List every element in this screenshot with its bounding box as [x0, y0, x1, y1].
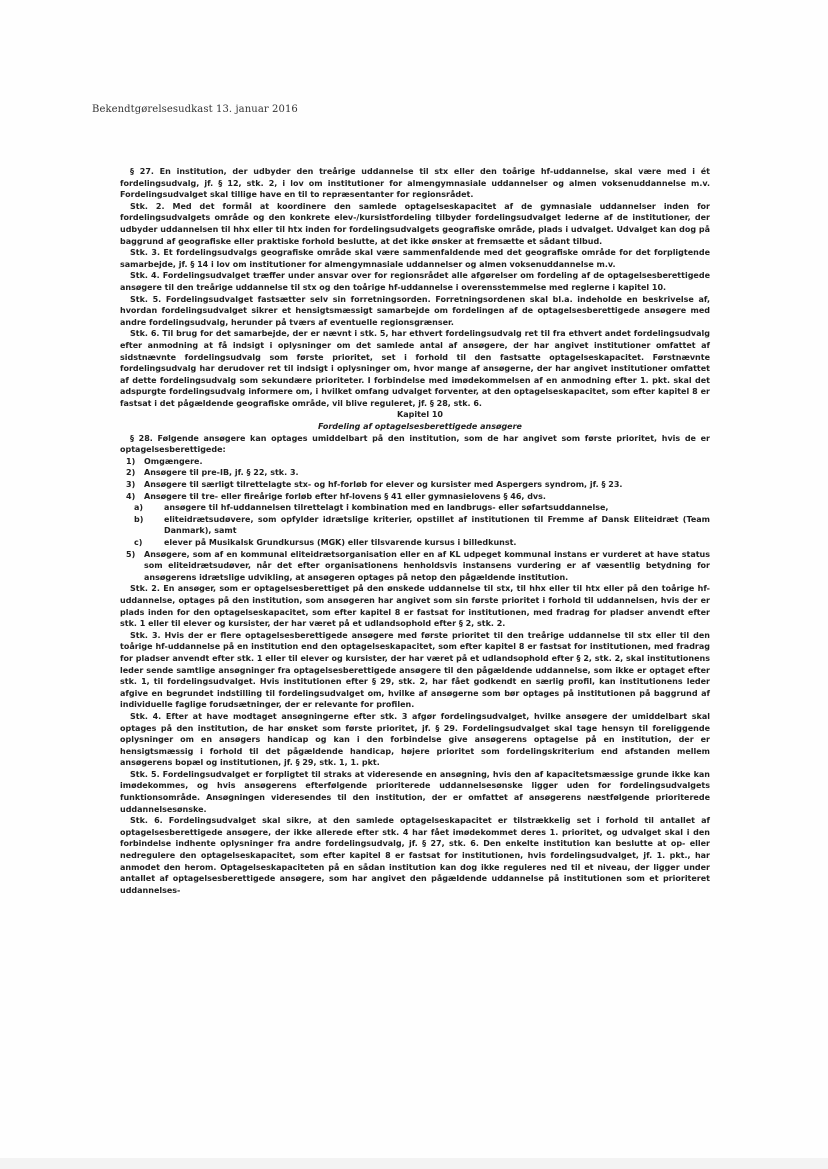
list-item-text: Ansøgere til tre- eller fireårige forløb efter hf-lovens § 41 eller gymnasielovens § 46, dvs. [144, 491, 546, 501]
section-27-stk-2: Stk. 2. Med det formål at koordinere den samlede optagelseskapacitet af de gymnasiale uddannelser inden for fordelingsudvalgets område og den konkrete elev-/kursistfordeling tilbyder fordelingsudvalget lederne af de institutioner, der udbyder uddannelsen til hhx eller til htx inden for fordelingsudvalgets geografiske område, plads i udvalget. Udvalget kan dog på baggrund af geografiske eller praktiske forhold beslutte, at det ikke ønsker at fremsætte et sådant tilbud. [120, 201, 710, 246]
list-item [120, 549, 710, 584]
sublist-item [120, 514, 710, 537]
section-27-stk-5: Stk. 5. Fordelingsudvalget fastsætter selv sin forretningsorden. Forretningsordenen skal bl.a. indeholde en beskrivelse af, hvordan fordelingsudvalget sikrer et hensigtsmæssigt samarbejde om fordelingen af de optagelsesberettigede ansøgere med andre fordelingsudvalg, herunder på tværs af eventuelle regionsgrænser. [120, 294, 710, 327]
section-27-paragraph: § 27. En institution, der udbyder den treårige uddannelse til stx eller den toårige hf-uddannelse, skal være med i ét fordelingsudvalg, jf. § 12, stk. 2, i lov om institutioner for almengymnasiale uddannelser og almen voksenuddannelse m.v. Fordelingsudvalget skal tillige have en til to repræsentanter for regionsrådet. [120, 167, 710, 200]
list-item [120, 491, 710, 503]
page-bottom-edge [0, 1158, 828, 1169]
list-item-number: 4) [126, 491, 136, 501]
list-item-number: 1) [126, 456, 136, 466]
list-item [120, 467, 710, 479]
list-item [120, 479, 710, 491]
list-item-number: 2) [126, 468, 136, 478]
section-28-stk-3: Stk. 3. Hvis der er flere optagelsesberettigede ansøgere med første prioritet til den treårige uddannelse til stx eller til den toårige hf-uddannelse på en institution end den optagelseskapacitet, som efter kapitel 8 er fastsat for institutionen, med fradrag for pladser anvendt efter stk. 1 eller til elever og kursister, der har været på et udlandsophold efter § 2, stk. 2, skal institutionens leder sende samtlige ansøgninger fra optagelsesberettigede ansøgere til den pågældende uddannelse, som ikke er optaget efter stk. 1, til fordelingsudvalget. Hvis institutionen efter § 29, stk. 2, har fået godkendt en særlig profil, kan institutionens leder afgive en begrundet indstilling til fordelingsudvalget om, hvilke af ansøgerne som bør optages på institutionen på baggrund af individuelle faglige forudsætninger, der er relevante for profilen. [120, 630, 710, 710]
section-27-stk-4: Stk. 4. Fordelingsudvalget træffer under ansvar over for regionsrådet alle afgørelser om fordeling af de optagelsesberettigede ansøgere til den treårige uddannelse til stx og den toårige hf-uddannelse i overensstemmelse med reglerne i kapitel 10. [120, 271, 710, 292]
sublist-item-letter: c) [134, 538, 143, 547]
sublist-item-letter: a) [134, 503, 144, 513]
list-item-number: 5) [126, 549, 136, 559]
sublist-item-text: eliteidrætsudøvere, som opfylder idrætslige kriterier, opstillet af institutionen til Fremme af Dansk Eliteidræt (Team Danmark), samt [164, 514, 710, 536]
sublist-item-text: ansøgere til hf-uddannelsen tilrettelagt i kombination med en landbrugs- eller søfartsuddannelse, [164, 503, 609, 513]
section-27-stk-3: Stk. 3. Et fordelingsudvalgs geografiske område skal være sammenfaldende med det geografiske område for det forpligtende samarbejde, jf. § 14 i lov om institutioner for almengymnasiale uddannelser og almen voksenuddannelse m.v. [120, 248, 710, 269]
chapter-label: Kapitel 10 [397, 410, 443, 420]
document-body [120, 166, 710, 896]
sublist-item-letter: b) [134, 514, 144, 524]
list-item [120, 456, 710, 468]
list-item-number: 3) [126, 480, 136, 490]
list-item-text: Omgængere. [144, 456, 203, 466]
section-28-stk-4: Stk. 4. Efter at have modtaget ansøgningerne efter stk. 3 afgør fordelingsudvalget, hvilke ansøgere der umiddelbart skal optages på den institution, de har ønsket som første prioritet, jf. § 29. Fordelingsudvalget skal tage hensyn til foreliggende oplysninger om en ansøgers handicap og kan i den forbindelse give ansøgerens optagelse på en institution, der er hensigtsmæssig i forhold til det pågældende handicap, højere prioritet som fordelingskriterium end afstanden mellem ansøgerens bopæl og institutionen, jf. § 29, stk. 1, 1. pkt. [120, 711, 710, 768]
list-item-text: Ansøgere til særligt tilrettelagte stx- og hf-forløb for elever og kursister med Aspergers syndrom, jf. § 23. [144, 480, 623, 490]
sublist-item [120, 502, 710, 514]
section-28-list [120, 456, 710, 502]
list-item-text: Ansøgere til pre-IB, jf. § 22, stk. 3. [144, 468, 299, 478]
chapter-title: Fordeling af optagelsesberettigede ansøgere [318, 422, 522, 432]
section-28-stk-6: Stk. 6. Fordelingsudvalget skal sikre, at den samlede optagelseskapacitet er tilstrækkelig set i forhold til antallet af optagelsesberettigede ansøgere, der ikke allerede efter stk. 4 har fået imødekommet deres 1. prioritet, og udvalget skal i den forbindelse indhente oplysninger fra andre fordelingsudvalg, jf. § 27, stk. 6. Den enkelte institution kan beslutte at op- eller nedregulere den optagelseskapacitet, som efter kapitel 8 er fastsat for institutionen, hvis fordelingsudvalget, jf. 1. pkt., har anmodet den herom. Optagelseskapaciteten på en sådan institution kan dog ikke reguleres ned til et niveau, der ligger under antallet af optagelsesberettigede ansøgere, som har angivet den pågældende uddannelse på institutionen som et prioriteret uddannelses- [120, 816, 710, 895]
section-28-stk-2: Stk. 2. En ansøger, som er optagelsesberettiget på den ønskede uddannelse til stx, til hhx eller til htx eller på den toårige hf-uddannelse, optages på den institution, som ansøgeren har angivet som sin første prioritet i forhold til uddannelsen, hvis der er plads inden for den optagelseskapacitet, som efter kapitel 8 er fastsat for institutionen, med fradrag for pladser anvendt efter stk. 1 eller til elever og kursister, der har været på et udlandsophold efter § 2, stk. 2. [120, 584, 710, 629]
document-header: Bekendtgørelsesudkast 13. januar 2016 [92, 104, 298, 115]
section-28-intro: § 28. Følgende ansøgere kan optages umiddelbart på den institution, som de har angivet som første prioritet, hvis de er optagelsesberettigede: [120, 433, 710, 455]
list-item-text: Ansøgere, som af en kommunal eliteidrætsorganisation eller en af KL udpeget kommunal instans er vurderet at have status som eliteidrætsudøver, når det efter organisationens henholdsvis instansens vurdering er af væsentlig betydning for ansøgerens idrætslige udvikling, at ansøgeren optages på netop den pågældende institution. [144, 549, 710, 582]
section-27-stk-6: Stk. 6. Til brug for det samarbejde, der er nævnt i stk. 5, har ethvert fordelingsudvalg ret til fra ethvert andet fordelingsudvalg efter anmodning at få indsigt i oplysninger om det samlede antal af ansøgere, der har angivet institutioner omfattet af sidstnævnte fordelingsudvalg som første prioritet, set i forhold til den fastsatte optagelseskapacitet. Førstnævnte fordelingsudvalg har derudover ret til indsigt i oplysninger om, hvor mange af ansøgerne, der har angivet institutioner omfattet af dette fordelingsudvalg som sekundære prioriteter. I forbindelse med imødekommelsen af en anmodning efter 1. pkt. skal det adspurgte fordelingsudvalg informere om, i hvilket omfang udvalget forventer, at den optagelseskapacitet, som efter kapitel 8 er fastsat i det pågældende geografiske område, vil blive reguleret, jf. § 28, stk. 6. [120, 329, 710, 408]
section-28-list-continued [120, 549, 710, 584]
sublist-item [120, 537, 710, 549]
section-28-stk-5: Stk. 5. Fordelingsudvalget er forpligtet til straks at videresende en ansøgning, hvis den af kapacitetsmæssige grunde ikke kan imødekommes, og hvis ansøgerens efterfølgende prioriterede uddannelsesønske ligger uden for fordelingsudvalgets funktionsområde. Ansøgningen videresendes til den institution, der er omfattet af ansøgerens næstfølgende prioriterede uddannelsesønske. [120, 769, 710, 814]
sublist-item-text: elever på Musikalsk Grundkursus (MGK) eller tilsvarende kursus i billedkunst. [164, 538, 517, 547]
section-28-sublist [120, 502, 710, 548]
